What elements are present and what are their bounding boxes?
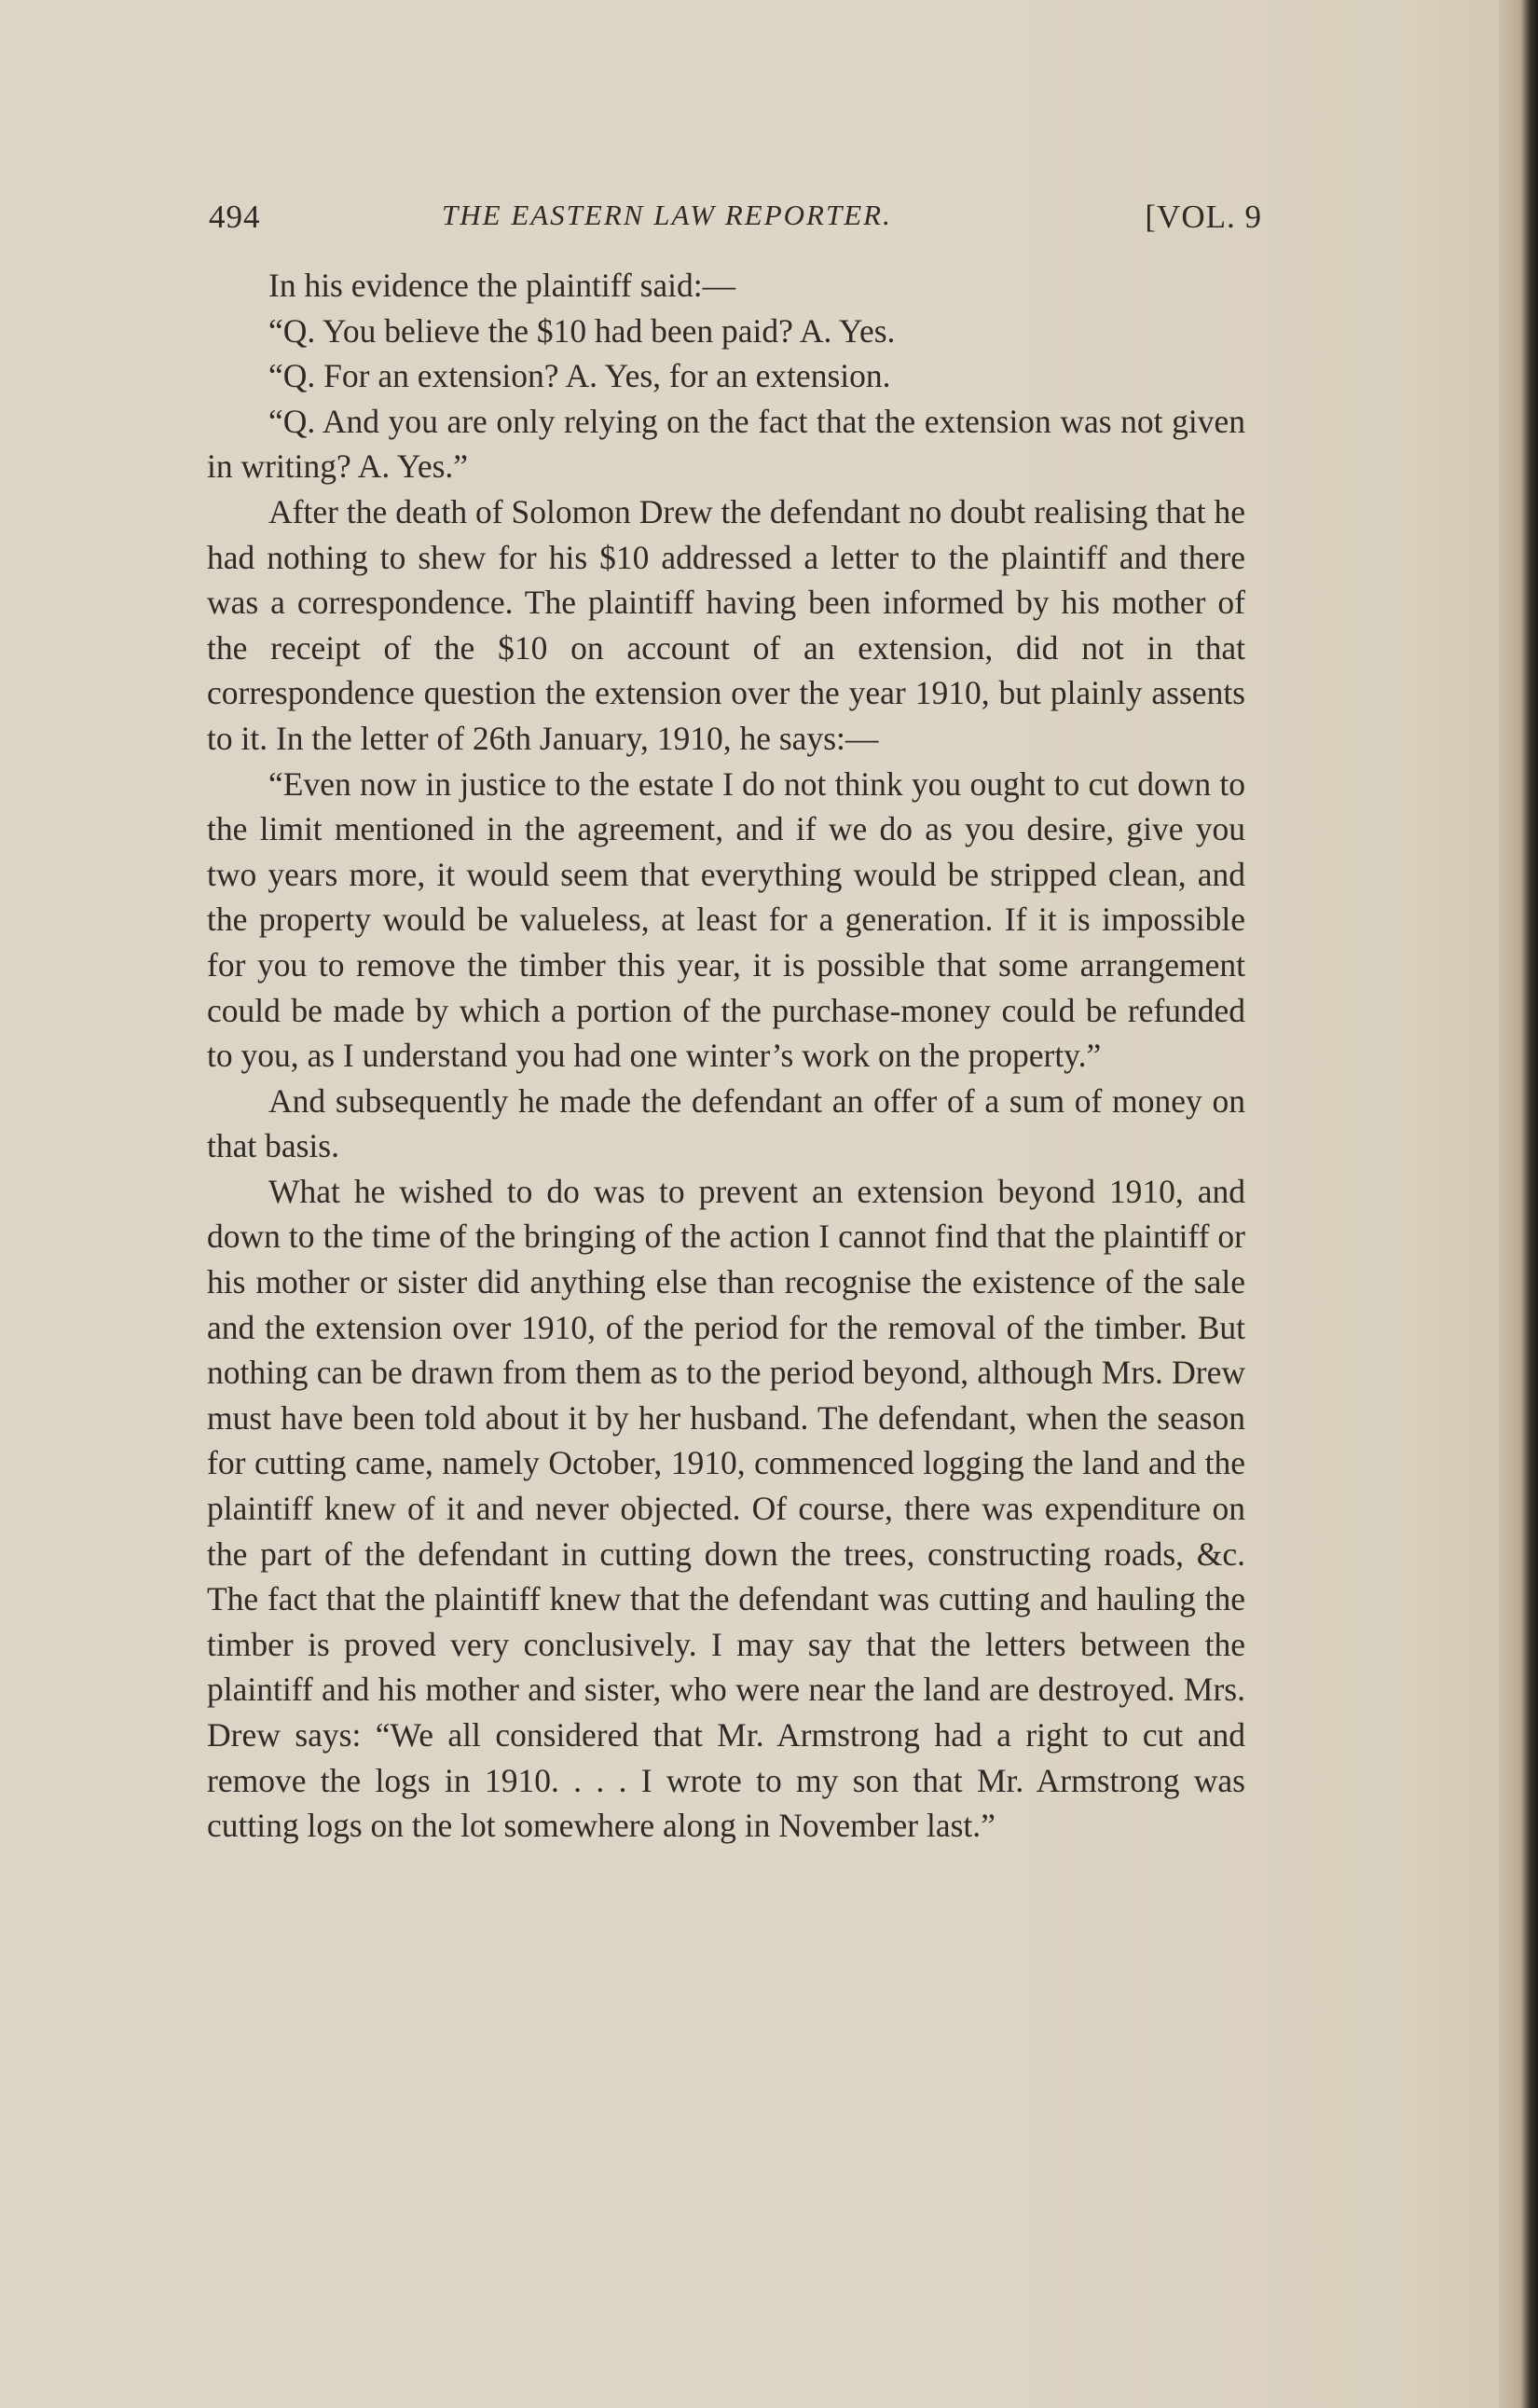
paragraph: “Q. You believe the $10 had been paid? A. Yes. — [268, 311, 896, 350]
page-header — [209, 191, 1262, 243]
body-text — [207, 263, 1245, 1849]
paragraph: And subsequently he made the defendant an offer of a sum of money on that basis. — [207, 1081, 1245, 1165]
volume-label: [VOL. 9 — [1145, 199, 1262, 235]
paragraph: What he wished to do was to prevent an extension beyond 1910, and down to the time of the bringing of the action I cannot find that the plaintiff or his mother or sister did anything else than recognise the existence of the sale and the extension over 1910, of the period for the removal of the timber. But nothing can be drawn from them as to the period beyond, although Mrs. Drew must have been told about it by her husband. The defendant, when the season for cutting came, namely October, 1910, commenced logging the land and the plaintiff knew of it and never objected. Of course, there was expenditure on the part of the defendant in cutting down the trees, constructing roads, &c. The fact that the plaintiff knew that the defendant was cutting and hauling the timber is proved very conclusively. I may say that the letters between the plaintiff and his mother and sister, who were near the land are destroyed. Mrs. Drew says: “We all considered that Mr. Armstrong had a right to cut and remove the logs in 1910. . . . I wrote to my son that Mr. Armstrong was cutting logs on the lot somewhere along in November last.” — [207, 1172, 1245, 1845]
page-number: 494 — [209, 199, 261, 235]
paragraph: “Q. And you are only relying on the fact that the extension was not given in writing? A. Yes.” — [207, 402, 1245, 486]
paragraph: “Q. For an extension? A. Yes, for an extension. — [268, 357, 891, 395]
running-title: THE EASTERN LAW REPORTER. — [442, 199, 892, 231]
paragraph: “Even now in justice to the estate I do not think you ought to cut down to the limit mentioned in the agreement, and if we do as you desire, give you two years more, it would seem that everything would be stripped clean, and the property would be valueless, at least for a generation. If it is impossible for you to remove the timber this year, it is possible that some arrangement could be made by which a portion of the purchase-money could be refunded to you, as I understand you had one winter’s work on the property.” — [207, 764, 1245, 1075]
book-spine-shadow — [1499, 0, 1538, 2408]
paragraph: After the death of Solomon Drew the defendant no doubt realising that he had nothing to shew for his $10 addressed a letter to the plaintiff and there was a correspondence. The plaintiff having been informed by his mother of the receipt of the $10 on account of an extension, did not in that correspondence question the extension over the year 1910, but plainly assents to it. In the letter of 26th January, 1910, he says:— — [207, 492, 1245, 757]
paragraph: In his evidence the plaintiff said:— — [268, 267, 736, 304]
